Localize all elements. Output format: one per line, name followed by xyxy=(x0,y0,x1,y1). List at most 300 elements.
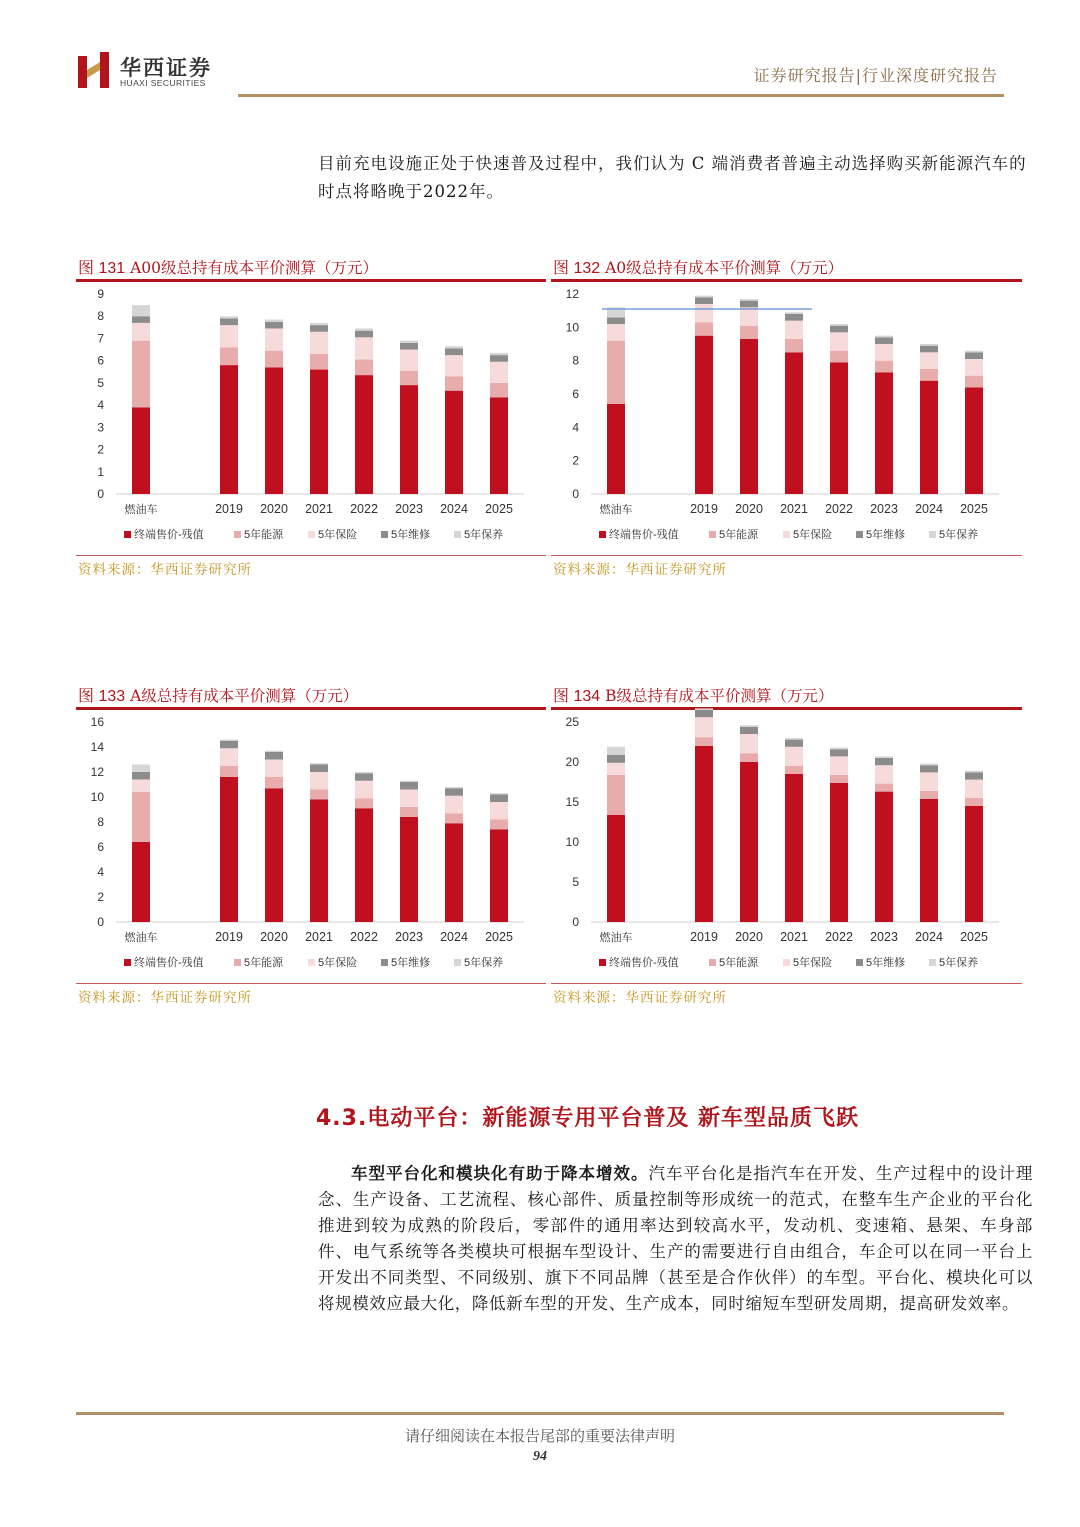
legend-swatch xyxy=(381,531,388,538)
y-tick-label: 0 xyxy=(97,487,104,501)
bar-segment xyxy=(785,747,803,766)
bar-segment xyxy=(445,346,463,348)
bar-segment xyxy=(785,321,803,339)
footer-disclaimer: 请仔细阅读在本报告尾部的重要法律声明 xyxy=(404,1427,675,1445)
bar-segment xyxy=(920,791,938,799)
y-tick-label: 4 xyxy=(572,420,579,435)
bar-segment xyxy=(965,359,983,376)
bar-segment xyxy=(220,740,238,741)
bar-segment xyxy=(400,807,418,817)
huaxi-logo-icon xyxy=(78,52,110,88)
bar-segment xyxy=(830,324,848,326)
bar-segment xyxy=(132,842,150,922)
bar-segment xyxy=(355,772,373,773)
bar-segment xyxy=(445,788,463,796)
x-tick-label: 2022 xyxy=(825,502,853,516)
x-tick-label: 2025 xyxy=(485,930,513,944)
y-tick-label: 8 xyxy=(97,309,104,324)
legend-swatch xyxy=(856,531,863,538)
bar-segment xyxy=(132,765,150,773)
bar-segment xyxy=(265,351,283,368)
bar-segment xyxy=(265,320,283,322)
bar-segment xyxy=(265,752,283,760)
bar-segment xyxy=(132,341,150,408)
bar-segment xyxy=(875,344,893,361)
bar-segment xyxy=(695,304,713,322)
bar-segment xyxy=(830,351,848,363)
x-tick-label: 2023 xyxy=(870,930,898,944)
bar-segment xyxy=(607,324,625,341)
y-tick-label: 0 xyxy=(572,915,579,929)
y-tick-label: 5 xyxy=(97,375,104,390)
bar-segment xyxy=(920,381,938,494)
bar-segment xyxy=(830,749,848,756)
bar-segment xyxy=(920,772,938,790)
bar-segment xyxy=(445,376,463,390)
section-body-text: 汽车平台化是指汽车在开发、生产过程中的设计理念、生产设备、工艺流程、核心部件、质量控制等形成统一的范式，在整车生产企业的平台化推进到较为成熟的阶段后，零部件的通用率达到较高水平，发动机、变速箱、悬架、车身部件、电气系统等各类模块可根据车型设计、生产的需要进行自由组合，车企可以在同一平台上开发出不同类型、不同级别、旗下不同品牌（甚至是合作伙伴）的车型。平台化、模块化可以将规模效应最大化，降低新车型的开发、生产成本，同时缩短车型研发周期，提高研发效率。 xyxy=(318,1164,1033,1313)
bar-segment xyxy=(875,765,893,783)
bar-segment xyxy=(220,777,238,922)
bar-segment xyxy=(965,387,983,494)
bar-segment xyxy=(695,336,713,494)
legend-label: 5年保险 xyxy=(318,529,358,541)
bar-segment xyxy=(740,753,758,762)
bar-segment xyxy=(355,331,373,338)
bar-segment xyxy=(445,813,463,823)
bar-segment xyxy=(920,799,938,922)
y-tick-label: 8 xyxy=(97,815,104,829)
bar-segment xyxy=(400,782,418,790)
bar-segment xyxy=(220,741,238,749)
bar-segment xyxy=(965,806,983,922)
legend-label: 5年能源 xyxy=(244,957,284,969)
chart-title-text: A级总持有成本平价测算（万元） xyxy=(130,687,359,705)
bar-segment xyxy=(740,734,758,753)
bar-segment xyxy=(695,708,713,710)
bar-segment xyxy=(785,314,803,321)
legend-swatch xyxy=(709,959,716,966)
bar-segment xyxy=(785,740,803,747)
x-tick-label: 2020 xyxy=(735,930,763,944)
bar-segment xyxy=(965,772,983,779)
y-tick-label: 10 xyxy=(90,790,104,804)
y-tick-label: 6 xyxy=(97,840,104,854)
bar-segment xyxy=(965,376,983,388)
x-tick-label: 2019 xyxy=(215,930,243,944)
bar-segment xyxy=(830,748,848,750)
legend-swatch xyxy=(709,531,716,538)
bar-segment xyxy=(920,764,938,766)
legend-swatch xyxy=(783,959,790,966)
chart-title-134 xyxy=(553,683,834,706)
x-tick-label: 2021 xyxy=(305,502,333,516)
bar-segment xyxy=(220,766,238,777)
y-tick-label: 6 xyxy=(572,387,579,401)
x-tick-label: 2020 xyxy=(735,502,763,516)
y-tick-label: 9 xyxy=(97,287,104,301)
y-tick-label: 2 xyxy=(97,442,104,457)
chart-title-text: A00级总持有成本平价测算（万元） xyxy=(130,259,379,277)
x-tick-label: 2023 xyxy=(870,502,898,516)
bar-segment xyxy=(695,296,713,298)
bar-segment xyxy=(695,746,713,922)
chart-a0-tco xyxy=(551,282,1022,552)
chart-source: 资料来源：华西证券研究所 xyxy=(78,562,252,578)
y-tick-label: 14 xyxy=(90,740,104,754)
x-tick-label: 2021 xyxy=(780,930,808,944)
y-tick-label: 12 xyxy=(565,287,579,301)
bar-segment xyxy=(695,710,713,717)
legend-label: 5年能源 xyxy=(244,529,284,541)
bar-segment xyxy=(310,325,328,332)
legend-swatch xyxy=(454,531,461,538)
bar-segment xyxy=(310,800,328,923)
x-tick-label: 2020 xyxy=(260,502,288,516)
bar-segment xyxy=(265,760,283,778)
bar-segment xyxy=(310,765,328,773)
bar-segment xyxy=(400,781,418,782)
legend-swatch xyxy=(929,959,936,966)
legend-label: 终端售价-残值 xyxy=(609,529,679,541)
bar-segment xyxy=(310,763,328,764)
y-tick-label: 10 xyxy=(565,320,579,335)
x-tick-label: 2024 xyxy=(440,930,468,944)
bar-segment xyxy=(740,299,758,301)
bar-segment xyxy=(132,407,150,494)
legend-swatch xyxy=(124,959,131,966)
legend-swatch xyxy=(234,531,241,538)
x-tick-label: 2021 xyxy=(780,502,808,516)
chart-a00-tco xyxy=(76,282,546,552)
x-tick-label: 2023 xyxy=(395,502,423,516)
y-tick-label: 8 xyxy=(572,353,579,368)
bar-segment xyxy=(132,316,150,323)
bar-segment xyxy=(220,318,238,325)
y-tick-label: 10 xyxy=(565,835,579,849)
y-tick-label: 0 xyxy=(97,915,104,929)
bar-segment xyxy=(875,792,893,922)
bar-segment xyxy=(875,758,893,765)
chart-label: 图 133 xyxy=(78,688,126,705)
bar-segment xyxy=(310,790,328,800)
bar-segment xyxy=(265,367,283,494)
y-tick-label: 4 xyxy=(97,865,104,879)
bar-segment xyxy=(445,787,463,788)
chart-source: 资料来源：华西证券研究所 xyxy=(553,562,727,578)
x-tick-label: 2024 xyxy=(915,930,943,944)
x-tick-label: 2025 xyxy=(960,502,988,516)
bar-segment xyxy=(490,820,508,830)
bar-segment xyxy=(355,337,373,359)
bar-segment xyxy=(740,727,758,734)
bar-segment xyxy=(400,790,418,808)
legend-label: 5年保险 xyxy=(793,957,833,969)
bar-segment xyxy=(355,798,373,808)
brand-name-en: HUAXI SECURITIES xyxy=(120,78,206,88)
x-tick-label: 2022 xyxy=(350,930,378,944)
bar-segment xyxy=(445,796,463,814)
bar-segment xyxy=(740,339,758,494)
bar-segment xyxy=(740,307,758,325)
y-tick-label: 15 xyxy=(565,795,579,809)
bar-segment xyxy=(607,747,625,755)
legend-swatch xyxy=(308,959,315,966)
x-tick-label: 燃油车 xyxy=(124,932,158,944)
bar-segment xyxy=(740,326,758,339)
legend-label: 5年保养 xyxy=(464,957,504,969)
bar-segment xyxy=(220,365,238,494)
legend-label: 终端售价-残值 xyxy=(134,529,204,541)
bar-segment xyxy=(445,823,463,922)
bar-segment xyxy=(785,352,803,494)
brand-name-cn: 华西证券 xyxy=(120,55,212,80)
bar-segment xyxy=(830,326,848,333)
bar-segment xyxy=(830,332,848,350)
legend-label: 5年能源 xyxy=(719,957,759,969)
bar-segment xyxy=(607,815,625,922)
bar-segment xyxy=(310,323,328,325)
legend-label: 终端售价-残值 xyxy=(134,957,204,969)
bar-segment xyxy=(355,328,373,330)
x-tick-label: 2022 xyxy=(350,502,378,516)
bar-segment xyxy=(310,370,328,494)
chart-bottom-rule xyxy=(551,555,1022,556)
bar-segment xyxy=(785,766,803,774)
legend-label: 5年能源 xyxy=(719,529,759,541)
y-tick-label: 12 xyxy=(90,765,104,779)
bar-segment xyxy=(400,341,418,343)
bar-segment xyxy=(607,341,625,404)
bar-segment xyxy=(695,737,713,746)
bar-segment xyxy=(445,391,463,494)
bar-segment xyxy=(220,347,238,365)
legend-label: 5年维修 xyxy=(866,957,906,969)
x-tick-label: 2020 xyxy=(260,930,288,944)
chart-label: 图 132 xyxy=(553,260,601,277)
report-type: 证券研究报告|行业深度研究报告 xyxy=(753,66,998,85)
page-number: 94 xyxy=(533,1449,547,1464)
bar-segment xyxy=(265,322,283,329)
legend-label: 5年维修 xyxy=(391,957,431,969)
bar-segment xyxy=(490,795,508,803)
bar-segment xyxy=(695,297,713,304)
bar-segment xyxy=(920,765,938,772)
chart-title-131 xyxy=(78,255,378,278)
legend-swatch xyxy=(599,531,606,538)
bar-segment xyxy=(920,352,938,369)
bar-segment xyxy=(607,763,625,775)
y-tick-label: 16 xyxy=(90,715,104,729)
x-tick-label: 2024 xyxy=(440,502,468,516)
legend-label: 5年保养 xyxy=(939,529,979,541)
legend-swatch xyxy=(454,959,461,966)
bar-segment xyxy=(445,355,463,376)
y-tick-label: 20 xyxy=(565,755,579,769)
x-tick-label: 2025 xyxy=(485,502,513,516)
bar-segment xyxy=(830,775,848,783)
legend-swatch xyxy=(381,959,388,966)
bar-segment xyxy=(265,328,283,350)
legend-swatch xyxy=(234,959,241,966)
bar-segment xyxy=(875,361,893,373)
bar-segment xyxy=(740,762,758,922)
bar-segment xyxy=(830,756,848,774)
bar-segment xyxy=(965,352,983,359)
bar-segment xyxy=(607,755,625,763)
bar-segment xyxy=(265,751,283,752)
x-tick-label: 2025 xyxy=(960,930,988,944)
bar-segment xyxy=(875,784,893,792)
x-tick-label: 2019 xyxy=(690,502,718,516)
y-tick-label: 5 xyxy=(572,875,579,889)
bar-segment xyxy=(490,355,508,362)
y-tick-label: 1 xyxy=(97,464,104,479)
chart-title-text: A0级总持有成本平价测算（万元） xyxy=(605,259,844,277)
y-tick-label: 4 xyxy=(97,398,104,413)
bar-segment xyxy=(132,323,150,341)
chart-source: 资料来源：华西证券研究所 xyxy=(553,990,727,1006)
chart-bottom-rule xyxy=(551,983,1022,984)
chart-label: 图 131 xyxy=(78,260,126,277)
chart-source: 资料来源：华西证券研究所 xyxy=(78,990,252,1006)
x-tick-label: 2023 xyxy=(395,930,423,944)
y-tick-label: 6 xyxy=(97,353,104,368)
bar-segment xyxy=(875,372,893,494)
chart-label: 图 134 xyxy=(553,688,601,705)
header-divider xyxy=(238,94,1004,97)
bar-segment xyxy=(875,337,893,344)
bar-segment xyxy=(490,830,508,923)
legend-label: 5年维修 xyxy=(866,529,906,541)
x-tick-label: 2019 xyxy=(690,930,718,944)
bar-segment xyxy=(445,348,463,355)
bar-segment xyxy=(355,781,373,799)
bar-segment xyxy=(132,772,150,780)
x-tick-label: 2019 xyxy=(215,502,243,516)
x-tick-label: 2021 xyxy=(305,930,333,944)
bar-segment xyxy=(740,301,758,308)
bar-segment xyxy=(132,305,150,316)
bar-segment xyxy=(607,317,625,324)
legend-label: 5年保险 xyxy=(318,957,358,969)
x-tick-label: 燃油车 xyxy=(599,504,633,516)
legend-label: 终端售价-残值 xyxy=(609,957,679,969)
bar-segment xyxy=(965,798,983,806)
y-tick-label: 7 xyxy=(97,331,104,346)
x-tick-label: 2022 xyxy=(825,930,853,944)
legend-label: 5年保养 xyxy=(464,529,504,541)
bar-segment xyxy=(607,775,625,815)
bar-segment xyxy=(740,725,758,727)
bar-segment xyxy=(965,771,983,773)
bar-segment xyxy=(490,362,508,383)
bar-segment xyxy=(965,780,983,798)
chart-bottom-rule xyxy=(76,555,546,556)
bar-segment xyxy=(355,808,373,922)
footer-divider xyxy=(76,1412,1004,1415)
legend-label: 5年保养 xyxy=(939,957,979,969)
bar-segment xyxy=(355,773,373,781)
x-tick-label: 燃油车 xyxy=(599,932,633,944)
y-tick-label: 2 xyxy=(572,453,579,468)
legend-swatch xyxy=(783,531,790,538)
section-lead: 车型平台化和模块化有助于降本增效。 xyxy=(351,1164,649,1183)
bar-segment xyxy=(785,339,803,352)
bar-segment xyxy=(695,717,713,737)
bar-segment xyxy=(490,802,508,820)
legend-label: 5年维修 xyxy=(391,529,431,541)
y-tick-label: 3 xyxy=(97,420,104,435)
legend-swatch xyxy=(856,959,863,966)
bar-segment xyxy=(265,788,283,922)
intro-paragraph: 目前充电设施正处于快速普及过程中，我们认为 C 端消费者普遍主动选择购买新能源汽车的时点将略晚于2022年。 xyxy=(318,154,1027,201)
bar-segment xyxy=(265,777,283,788)
bar-segment xyxy=(920,344,938,346)
bar-segment xyxy=(965,351,983,353)
bar-segment xyxy=(607,404,625,494)
chart-b-tco xyxy=(551,710,1022,980)
legend-swatch xyxy=(929,531,936,538)
bar-segment xyxy=(132,780,150,793)
bar-segment xyxy=(920,346,938,353)
bar-segment xyxy=(785,312,803,314)
bar-segment xyxy=(132,792,150,842)
bar-segment xyxy=(400,817,418,922)
x-tick-label: 燃油车 xyxy=(124,504,158,516)
bar-segment xyxy=(920,369,938,381)
bar-segment xyxy=(785,738,803,740)
bar-segment xyxy=(695,322,713,335)
bar-segment xyxy=(830,783,848,922)
x-tick-label: 2024 xyxy=(915,502,943,516)
y-tick-label: 2 xyxy=(97,890,104,904)
y-tick-label: 0 xyxy=(572,487,579,501)
section-body xyxy=(318,1161,1033,1317)
bar-segment xyxy=(490,793,508,794)
bar-segment xyxy=(220,325,238,347)
bar-segment xyxy=(875,756,893,758)
bar-segment xyxy=(875,336,893,338)
chart-a-tco xyxy=(76,710,546,980)
y-tick-label: 25 xyxy=(565,715,579,729)
legend-label: 5年保险 xyxy=(793,529,833,541)
bar-segment xyxy=(400,343,418,350)
bar-segment xyxy=(220,316,238,318)
bar-segment xyxy=(830,362,848,494)
bar-segment xyxy=(400,385,418,494)
bar-segment xyxy=(490,353,508,355)
bar-segment xyxy=(400,350,418,371)
bar-segment xyxy=(355,360,373,376)
chart-title-text: B级总持有成本平价测算（万元） xyxy=(605,687,834,705)
bar-segment xyxy=(310,772,328,790)
legend-swatch xyxy=(599,959,606,966)
bar-segment xyxy=(785,774,803,922)
bar-segment xyxy=(310,354,328,370)
legend-swatch xyxy=(308,531,315,538)
bar-segment xyxy=(355,375,373,494)
bar-segment xyxy=(490,397,508,494)
chart-bottom-rule xyxy=(76,983,546,984)
bar-segment xyxy=(490,383,508,397)
chart-title-132 xyxy=(553,255,843,278)
bar-segment xyxy=(400,371,418,385)
bar-segment xyxy=(220,748,238,766)
bar-segment xyxy=(310,332,328,354)
legend-swatch xyxy=(124,531,131,538)
chart-title-133 xyxy=(78,683,358,706)
section-heading: 4.3.电动平台：新能源专用平台普及 新车型品质飞跃 xyxy=(316,1106,859,1131)
